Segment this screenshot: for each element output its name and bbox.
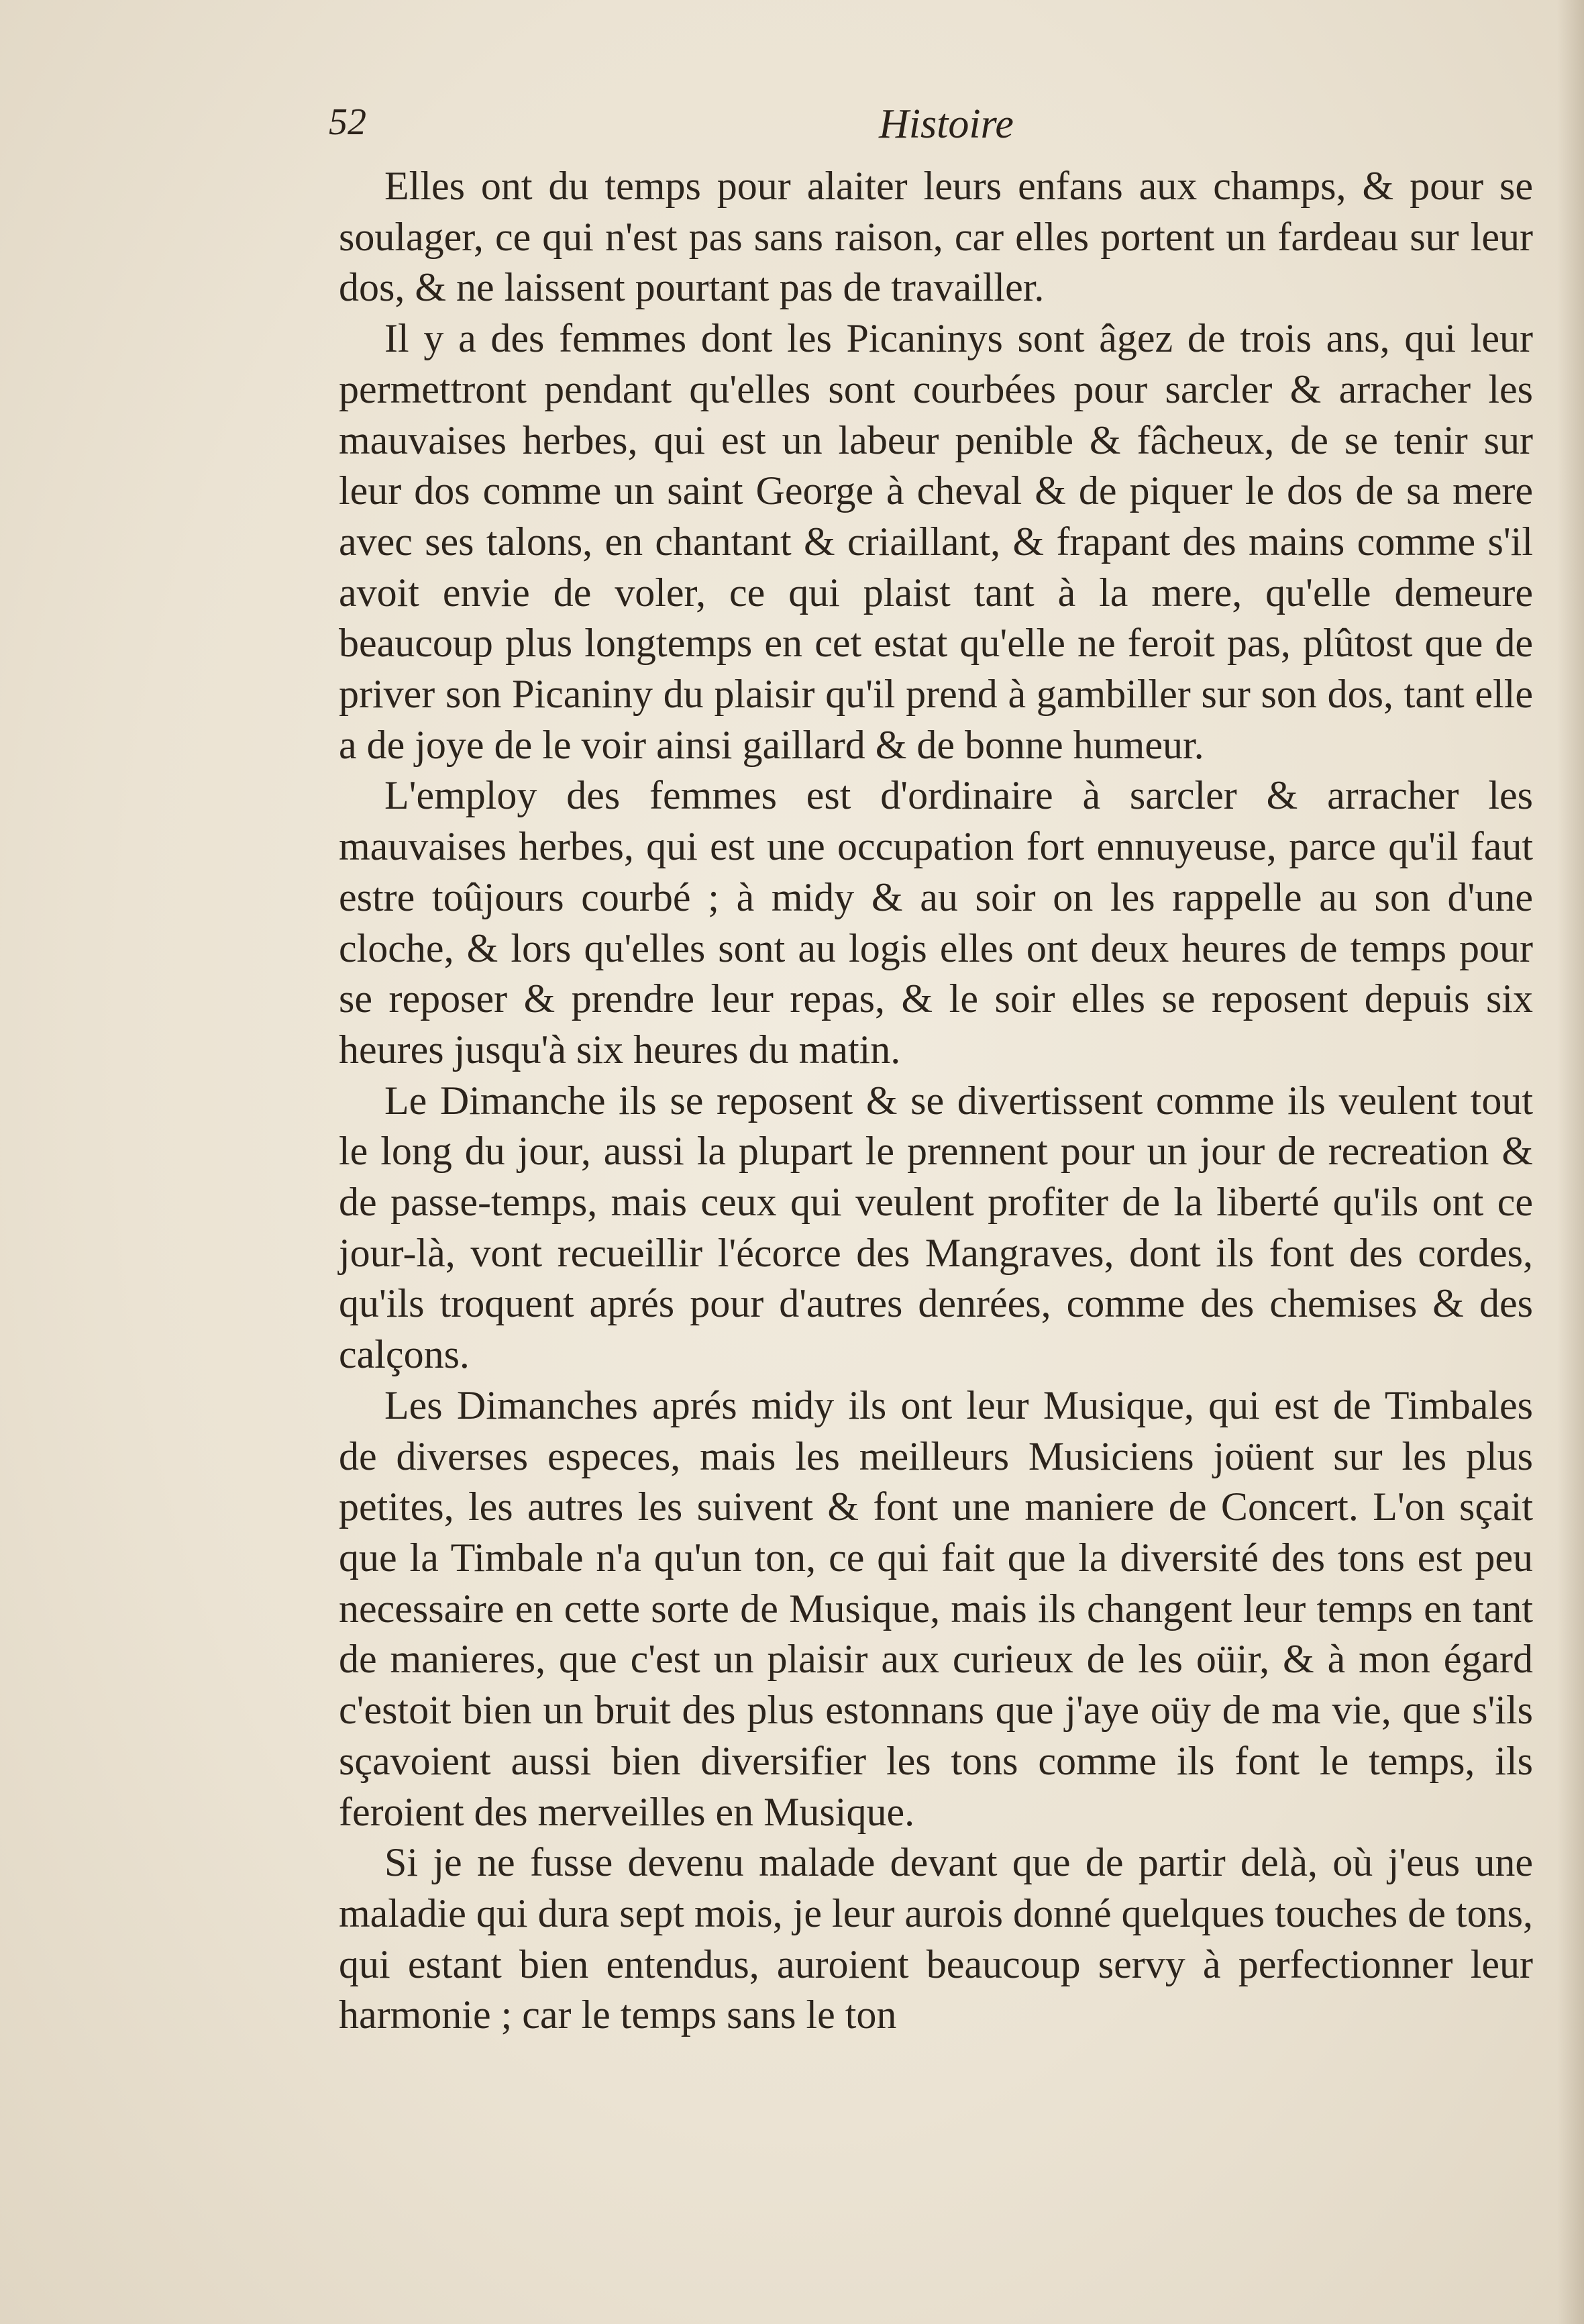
- page-edge-shadow: [1557, 0, 1584, 2324]
- paragraph-2: Il y a des femmes dont les Picaninys sont âgez de trois ans, qui leur permettront pendant qu'elles sont courbées pour sarcler & arracher les mauvaises herbes, qui est un labeur penible & fâcheux, de se tenir sur leur dos comme un saint George à cheval & de piquer le dos de sa mere avec ses talons, en chantant & criaillant, & frapant des mains comme s'il avoit envie de voler, ce qui plaist tant à la mere, qu'elle demeure beaucoup plus longtemps en cet estat qu'elle ne feroit pas, plûtost que de priver son Picaniny du plaisir qu'il prend à gambiller sur son dos, tant elle a de joye de le voir ainsi gaillard & de bonne humeur.: [339, 316, 1533, 767]
- paragraph-1: Elles ont du temps pour alaiter leurs enfans aux champs, & pour se soulager, ce qui n'est pas sans raison, car elles portent un fardeau sur leur dos, & ne laissent pourtant pas de travailler.: [339, 164, 1533, 310]
- body-text: [339, 161, 1533, 2041]
- paragraph-5: Les Dimanches aprés midy ils ont leur Musique, qui est de Timbales de diverses especes, mais les meilleurs Musiciens joüent sur les plus petites, les autres les suivent & font une maniere de Concert. L'on sçait que la Timbale n'a qu'un ton, ce qui fait que la diversité des tons est peu necessaire en cette sorte de Musique, mais ils changent leur temps en tant de manieres, que c'est un plaisir aux curieux de les oüir, & à mon égard c'estoit bien un bruit des plus estonnans que j'aye oüy de ma vie, que s'ils sçavoient aussi bien diversifier les tons comme ils font le temps, ils feroient des merveilles en Musique.: [339, 1382, 1533, 1834]
- paragraph-4: Le Dimanche ils se reposent & se divertissent comme ils veulent tout le long du jour, aussi la plupart le prennent pour un jour de recreation & de passe-temps, mais ceux qui veulent profiter de la liberté qu'ils ont ce jour-là, vont recueillir l'écorce des Mangraves, dont ils font des cordes, qu'ils troquent aprés pour d'autres denrées, comme des chemises & des calçons.: [339, 1078, 1533, 1377]
- page-header: [329, 101, 1510, 161]
- running-head: Histoire: [879, 101, 1014, 147]
- paragraph-3: L'employ des femmes est d'ordinaire à sarcler & arracher les mauvaises herbes, qui est une occupation fort ennuyeuse, parce qu'il faut estre toûjours courbé ; à midy & au soir on les rappelle au son d'une cloche, & lors qu'elles sont au logis elles ont deux heures de temps pour se reposer & prendre leur repas, & le soir elles se reposent depuis six heures jusqu'à six heures du matin.: [339, 773, 1533, 1072]
- page-number: 52: [329, 101, 366, 143]
- paragraph-6: Si je ne fusse devenu malade devant que de partir delà, où j'eus une maladie qui dura sept mois, je leur aurois donné quelques touches de tons, qui estant bien entendus, auroient beaucoup servy à perfectionner leur harmonie ; car le temps sans le ton: [339, 1840, 1533, 2037]
